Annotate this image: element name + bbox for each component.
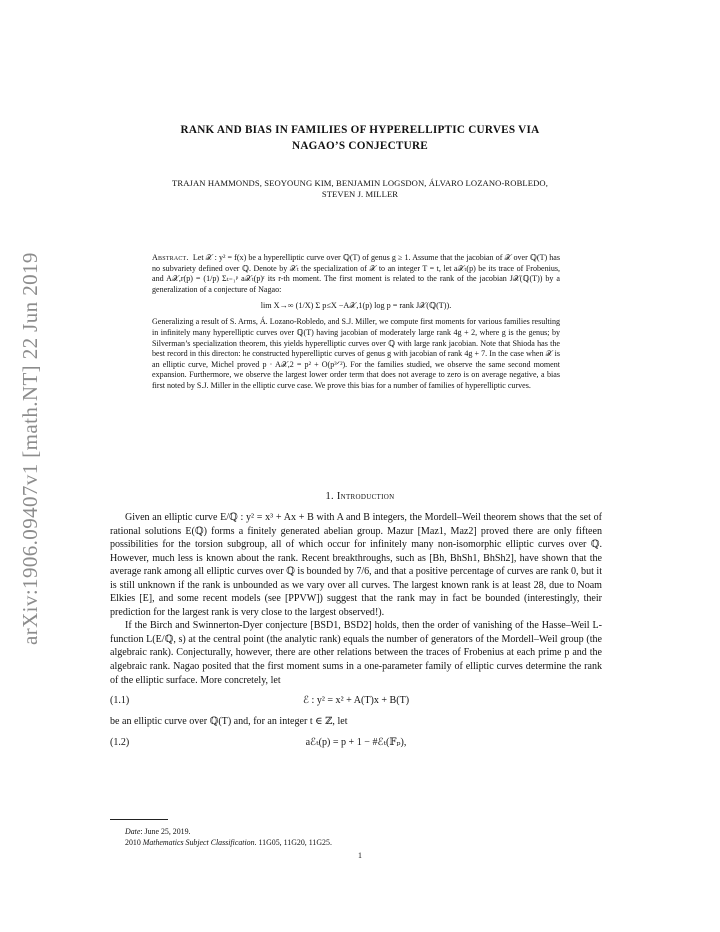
arxiv-identifier-stamp: arXiv:1906.09407v1 [math.NT] 22 Jun 2019 <box>18 252 42 645</box>
footnote-date-label: Date <box>125 827 141 836</box>
equation-body-1-1: ℰ : y² = x² + A(T)x + B(T) <box>302 695 410 707</box>
abstract-display-equation: lim X→∞ (1/X) Σ p≤X −A𝒳,1(p) log p = rank J𝒳(ℚ(T)). <box>260 301 452 311</box>
intro-between-equations: be an elliptic curve over ℚ(T) and, for an integer t ∈ ℤ, let <box>110 716 348 728</box>
title-line-2: NAGAO’S CONJECTURE <box>292 139 428 152</box>
abstract <box>152 253 560 392</box>
title-line-1: RANK AND BIAS IN FAMILIES OF HYPERELLIPTIC CURVES VIA <box>180 124 540 136</box>
intro-paragraph-2: If the Birch and Swinnerton-Dyer conjecture [BSD1, BSD2] holds, then the order of vanishing of the Hasse–Weil L-function L(E/ℚ, s) at the central point (the analytic rank) equals the number of generators of the Mordell–Weil group (the algebraic rank). Conjecturally, however, there are other relations between the traces of Frobenius at each prime p and the algebraic rank. Nagao posited that the first moment sums in a one-parameter family of elliptic curves determine the rank of the elliptic surface. More concretely, let <box>110 620 602 686</box>
paper-title <box>110 123 610 154</box>
footnote-msc-label: Mathematics Subject Classification <box>142 838 255 847</box>
introduction-body <box>110 511 602 757</box>
footnote-date-value: : June 25, 2019. <box>140 827 191 836</box>
footnote-rule <box>110 819 168 820</box>
section-heading <box>110 491 610 502</box>
author-list <box>110 178 610 200</box>
equation-1-2 <box>110 733 602 753</box>
section-title-text: Introduction <box>336 491 395 502</box>
equation-1-1 <box>110 691 602 711</box>
footnote-msc-prefix: 2010 <box>125 838 143 847</box>
authors-line-2: STEVEN J. MILLER <box>321 189 399 199</box>
abstract-paragraph-1 <box>152 253 560 295</box>
abstract-heading: Abstract. <box>152 253 189 262</box>
equation-number-1-2: (1.2) <box>110 736 130 748</box>
equation-number-1-1: (1.1) <box>110 695 130 707</box>
footnote-msc <box>125 837 332 848</box>
equation-body-1-2: aℰₜ(p) = p + 1 − #ℰₜ(𝔽ₚ), <box>305 736 407 748</box>
abstract-paragraph-2: Generalizing a result of S. Arms, Á. Lozano-Robledo, and S.J. Miller, we compute first moments for various families resulting in infinitely many hyperelliptic curves over ℚ(T) having jacobian of moderately large rank 4g + 2, where g is the genus; by Silverman’s specialization theorem, this yields hyperelliptic curves over ℚ with large rank jacobian. Note that Shioda has the best record in this directon: he constructed hyperelliptic curves of genus g with jacobian of rank 4g + 7. In the case when 𝒳 is an elliptic curve, Michel proved p · A𝒳,2 = p² + O(p³ᐟ²). For the families studied, we observe the same second moment expansion. Furthermore, we observe the largest lower order term that does not average to zero is on average negative, a bias first noted by S.J. Miller in the elliptic curve case. We prove this bias for a number of families of hyperelliptic curves. <box>152 317 560 390</box>
footnote-date <box>125 826 332 837</box>
abstract-text-1: Let 𝒳 : y² = f(x) be a hyperelliptic curve over ℚ(T) of genus g ≥ 1. Assume that the jacobian of 𝒳 over ℚ(T) has no subvariety defined over ℚ. Denote by 𝒳ₜ the specialization of 𝒳 to an integer T = t, let a𝒳ₜ(p) be its trace of Frobenius, and A𝒳,r(p) = (1/p) Σₜ₌₁ᵖ a𝒳ₜ(p)ʳ its r-th moment. The first moment is related to the rank of the jacobian J𝒳(ℚ(T)) by a generalization of a conjecture of Nagao: <box>152 253 561 294</box>
page-number: 1 <box>358 851 362 860</box>
authors-line-1: TRAJAN HAMMONDS, SEOYOUNG KIM, BENJAMIN LOGSDON, ÁLVARO LOZANO-ROBLEDO, <box>172 178 548 188</box>
footnote-msc-value: . 11G05, 11G20, 11G25. <box>254 838 332 847</box>
section-number: 1. <box>325 491 334 502</box>
intro-paragraph-1: Given an elliptic curve E/ℚ : y² = x³ + Ax + B with A and B integers, the Mordell–Weil theorem shows that the set of rational solutions E(ℚ) forms a finitely generated abelian group. Mazur [Maz1, Maz2] proved there are only fifteen possibilities for the torsion subgroup, all of which occur for infinitely many non-isomorphic elliptic curves over ℚ. However, much less is known about the rank. Recent breakthroughs, such as [Bh, BhSh1, BhSh2], have shown that the average rank among all elliptic curves over ℚ is bounded by 7/6, and that a positive percentage of curves are rank 0, but it is still unknown if the rank is unbounded as we vary over all curves. The largest known rank is at least 28, due to Noam Elkies [E], and some recent models (see [PPVW]) suggest that the rank may in fact be bounded (interestingly, their prediction for the largest rank is very close to the largest observed!). <box>110 512 602 618</box>
footnotes <box>125 826 332 848</box>
